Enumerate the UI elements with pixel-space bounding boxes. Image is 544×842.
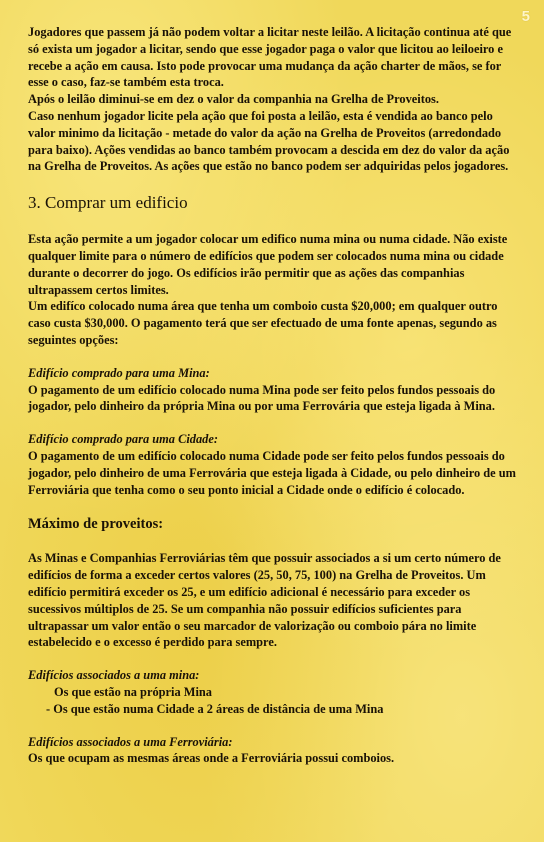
mine-associated-heading: Edifícios associados a uma mina: [28, 668, 200, 683]
max-profits-title: Máximo de proveitos: [28, 516, 164, 533]
section-3-paragraph-1: Esta ação permite a um jogador colocar um edifico numa mina ou numa cidade. Não existe qualquer limite para o número de edifícios que podem ser colocados numa mina ou cidade durante o decorrer do jogo. Os edifícios irão permitir que as ações das companhias ultrapassem certos limites. [28, 232, 508, 297]
intro-paragraph-2: Após o leilão diminui-se em dez o valor da companhia na Grelha de Proveitos. [28, 92, 439, 107]
page-content [28, 24, 518, 767]
mine-building-heading: Edifício comprado para uma Mina: [28, 365, 210, 380]
rail-associated-text: Os que ocupam as mesmas áreas onde a Ferroviária possui comboios. [28, 751, 395, 766]
intro-paragraph-1: Jogadores que passem já não podem voltar a licitar neste leilão. A licitação continua até que só exista um jogador a licitar, sendo que esse jogador paga o valor que licitou ao leiloeiro e recebe a ação em causa. Isto pode provocar uma mudança da ação charter de mãos, se for esse o caso, faz-se também esta troca. [28, 25, 512, 90]
rail-associated-heading: Edifícios associados a uma Ferroviária: [28, 734, 233, 749]
mine-associated-line-2: - Os que estão numa Cidade a 2 áreas de distância de uma Mina [46, 701, 384, 716]
section-3-title: 3. Comprar um edificio [28, 193, 188, 213]
mine-building-text: O pagamento de um edifício colocado numa Mina pode ser feito pelos fundos pessoais do jogador, pelo dinheiro da própria Mina ou por uma Ferrovária que esteja ligada à Mina. [28, 382, 496, 414]
intro-paragraph-3: Caso nenhum jogador licite pela ação que foi posta a leilão, esta é vendida ao banco pelo valor minimo da licitação - metade do valor da ação na Grelha de Proveitos (arredondado para baixo). Ações vendidas ao banco também provocam a descida em dez do valor da ação na Grelha de Proveitos. As ações que estão no banco podem ser adquiridas pelos jogadores. [28, 108, 510, 174]
city-building-heading: Edifício comprado para uma Cidade: [28, 432, 218, 447]
city-building-text: O pagamento de um edifício colocado numa Cidade pode ser feito pelos fundos pessoais do jogador, pelo dinheiro de uma Ferrovária que esteja ligada à Cidade, ou pelo dinheiro de um Ferroviária que tenha como o seu ponto inicial a Cidade onde o edifício é colocado. [28, 448, 516, 497]
section-3-paragraph-2: Um edifíco colocado numa área que tenha um comboio custa $20,000; em qualquer outro caso custa $30,000. O pagamento terá que ser efectuado de uma fonte apenas, segundo as seguintes opções: [28, 299, 498, 347]
max-profits-text: As Minas e Companhias Ferroviárias têm que possuir associados a si um certo número de edifícios de forma a exceder certos valores (25, 50, 75, 100) na Grelha de Proveitos. Um edifício permitirá exceder os 25, e um edifício adicional é necessário para exceder os sucessivos múltiplos de 25. Se um companhia não possuir edifícios suficientes para ultrapassar um valor então o seu marcador de valorização ou comboio pára no limite estabelecido e o excesso é perdido para sempre. [28, 551, 501, 650]
page-number: 5 [521, 8, 530, 25]
mine-associated-line-1: Os que estão na própria Mina [54, 684, 212, 699]
